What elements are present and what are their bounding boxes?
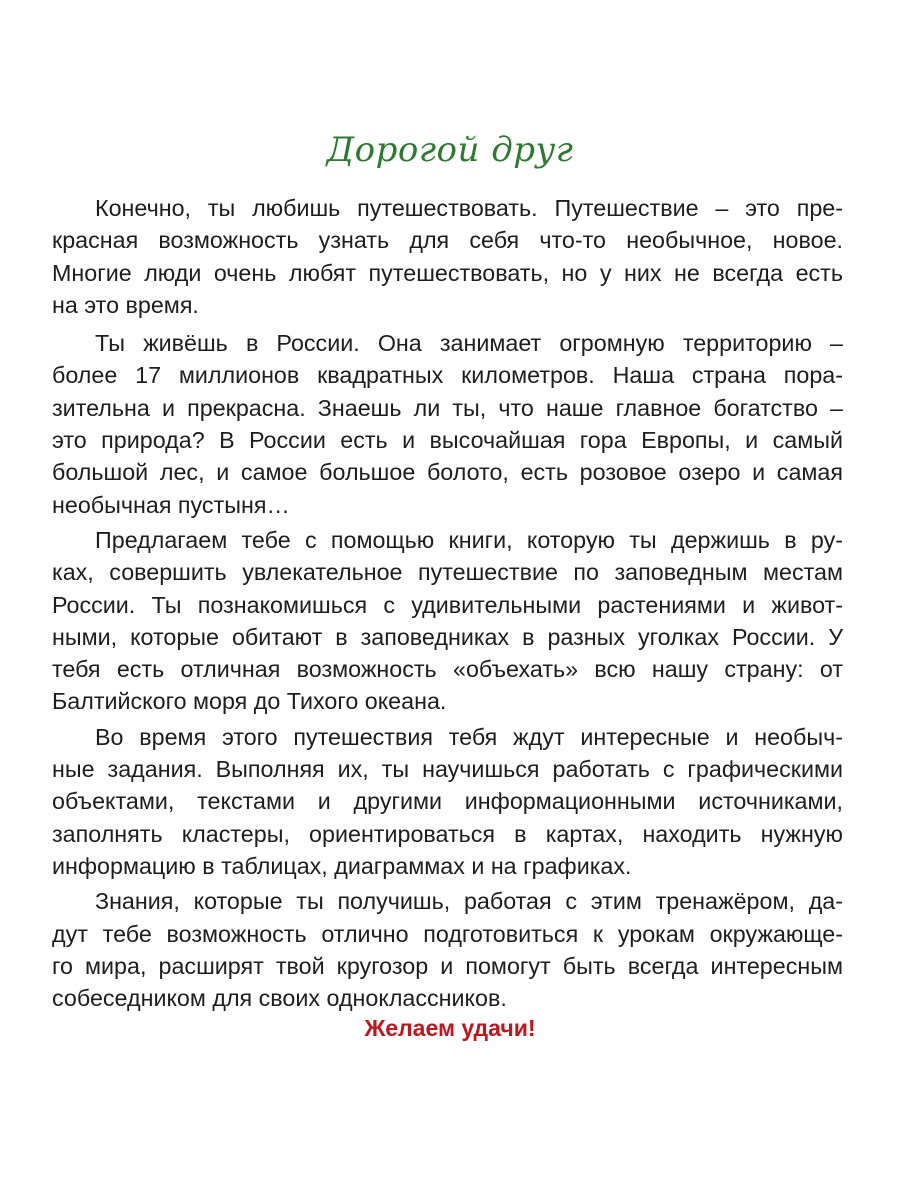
text-line: ные задания. Выполняя их, ты научишься работать с графическими <box>52 756 843 783</box>
text-line: России. Ты познакомишься с удивительными растениями и живот- <box>52 591 843 618</box>
text-line: Балтийского моря до Тихого океана. <box>52 688 447 715</box>
paragraph <box>52 192 843 321</box>
text-line: го мира, расширят твой кругозор и помогут быть всегда интересным <box>52 952 843 979</box>
text-line: красная возможность узнать для себя что-то необычное, новое. <box>52 227 843 254</box>
paragraph <box>52 327 843 521</box>
text-line: необычная пустыня… <box>52 491 290 518</box>
text-line: Ты живёшь в России. Она занимает огромную территорию – <box>95 330 843 357</box>
text-line: Во время этого путешествия тебя ждут интересные и необыч- <box>95 723 843 750</box>
paragraph <box>52 524 843 718</box>
text-line: тебя есть отличная возможность «объехать» всю нашу страну: от <box>52 656 843 683</box>
text-line: это природа? В России есть и высочайшая гора Европы, и самый <box>52 427 843 454</box>
text-line: более 17 миллионов квадратных километров. Наша страна пора- <box>52 362 843 389</box>
closing-wish: Желаем удачи! <box>364 1015 536 1041</box>
text-line: заполнять кластеры, ориентироваться в картах, находить нужную <box>52 820 843 847</box>
letter-body <box>52 192 843 1014</box>
text-line: Многие люди очень любят путешествовать, но у них не всегда есть <box>52 259 843 286</box>
text-line: ках, совершить увлекательное путешествие по заповедным местам <box>52 559 843 586</box>
paragraph <box>52 885 843 1014</box>
page-title: Дорогой друг <box>326 130 574 170</box>
text-line: Конечно, ты любишь путешествовать. Путешествие – это пре- <box>95 195 843 221</box>
text-line: Предлагаем тебе с помощью книги, которую ты держишь в ру- <box>95 526 843 553</box>
text-line: информацию в таблицах, диаграммах и на графиках. <box>52 852 632 879</box>
text-line: ными, которые обитают в заповедниках в разных уголках России. У <box>52 623 843 650</box>
text-line: на это время. <box>52 291 199 318</box>
text-line: объектами, текстами и другими информационными источниками, <box>52 788 843 815</box>
text-line: зительна и прекрасна. Знаешь ли ты, что наше главное богатство – <box>52 394 843 421</box>
text-line: Знания, которые ты получишь, работая с этим тренажёром, да- <box>95 888 843 915</box>
text-line: большой лес, и самое большое болото, есть розовое озеро и самая <box>52 459 843 486</box>
paragraph <box>52 721 843 882</box>
text-line: дут тебе возможность отлично подготовиться к урокам окружающе- <box>52 920 843 947</box>
text-line: собеседником для своих одноклассников. <box>52 985 507 1012</box>
